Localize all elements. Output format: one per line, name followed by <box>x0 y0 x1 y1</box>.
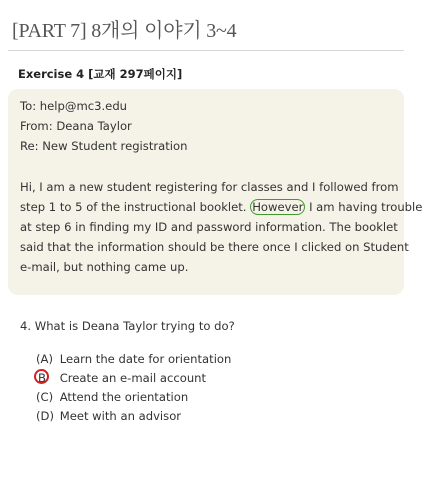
option-a[interactable] <box>36 351 231 367</box>
option-b[interactable] <box>36 370 206 386</box>
exercise-label: Exercise 4 [교재 297페이지] <box>18 67 183 81</box>
email-body-line-4: said that the information should be there once I clicked on Student <box>20 240 409 254</box>
option-text: Attend the orientation <box>59 390 189 404</box>
email-subject: Re: New Student registration <box>20 139 188 153</box>
option-letter: B <box>38 371 46 385</box>
option-text: Learn the date for orientation <box>59 352 232 366</box>
option-letter: (A) <box>36 352 53 366</box>
email-body-text: I am having trouble <box>309 200 422 214</box>
option-text: Create an e-mail account <box>59 371 207 385</box>
email-body-text: step 1 to 5 of the instructional booklet. <box>20 200 247 214</box>
option-letter-selected <box>36 370 56 386</box>
title-divider <box>8 50 404 51</box>
option-letter: (D) <box>36 409 54 423</box>
option-text: Meet with an advisor <box>59 409 182 423</box>
email-body-line-2 <box>20 199 422 215</box>
option-d[interactable] <box>36 408 181 424</box>
email-body-line-5: e-mail, but nothing came up. <box>20 260 189 274</box>
email-body-line-3: at step 6 in finding my ID and password information. The booklet <box>20 220 398 234</box>
option-letter: (C) <box>36 390 54 404</box>
email-from: From: Deana Taylor <box>20 119 132 133</box>
highlighted-word-however: However <box>252 200 304 214</box>
question-text: 4. What is Deana Taylor trying to do? <box>20 319 235 333</box>
email-body-line-1: Hi, I am a new student registering for classes and I followed from <box>20 180 399 194</box>
option-c[interactable] <box>36 389 188 405</box>
email-to: To: help@mc3.edu <box>20 99 128 113</box>
page-title: [PART 7] 8개의 이야기 3~4 <box>12 20 237 42</box>
